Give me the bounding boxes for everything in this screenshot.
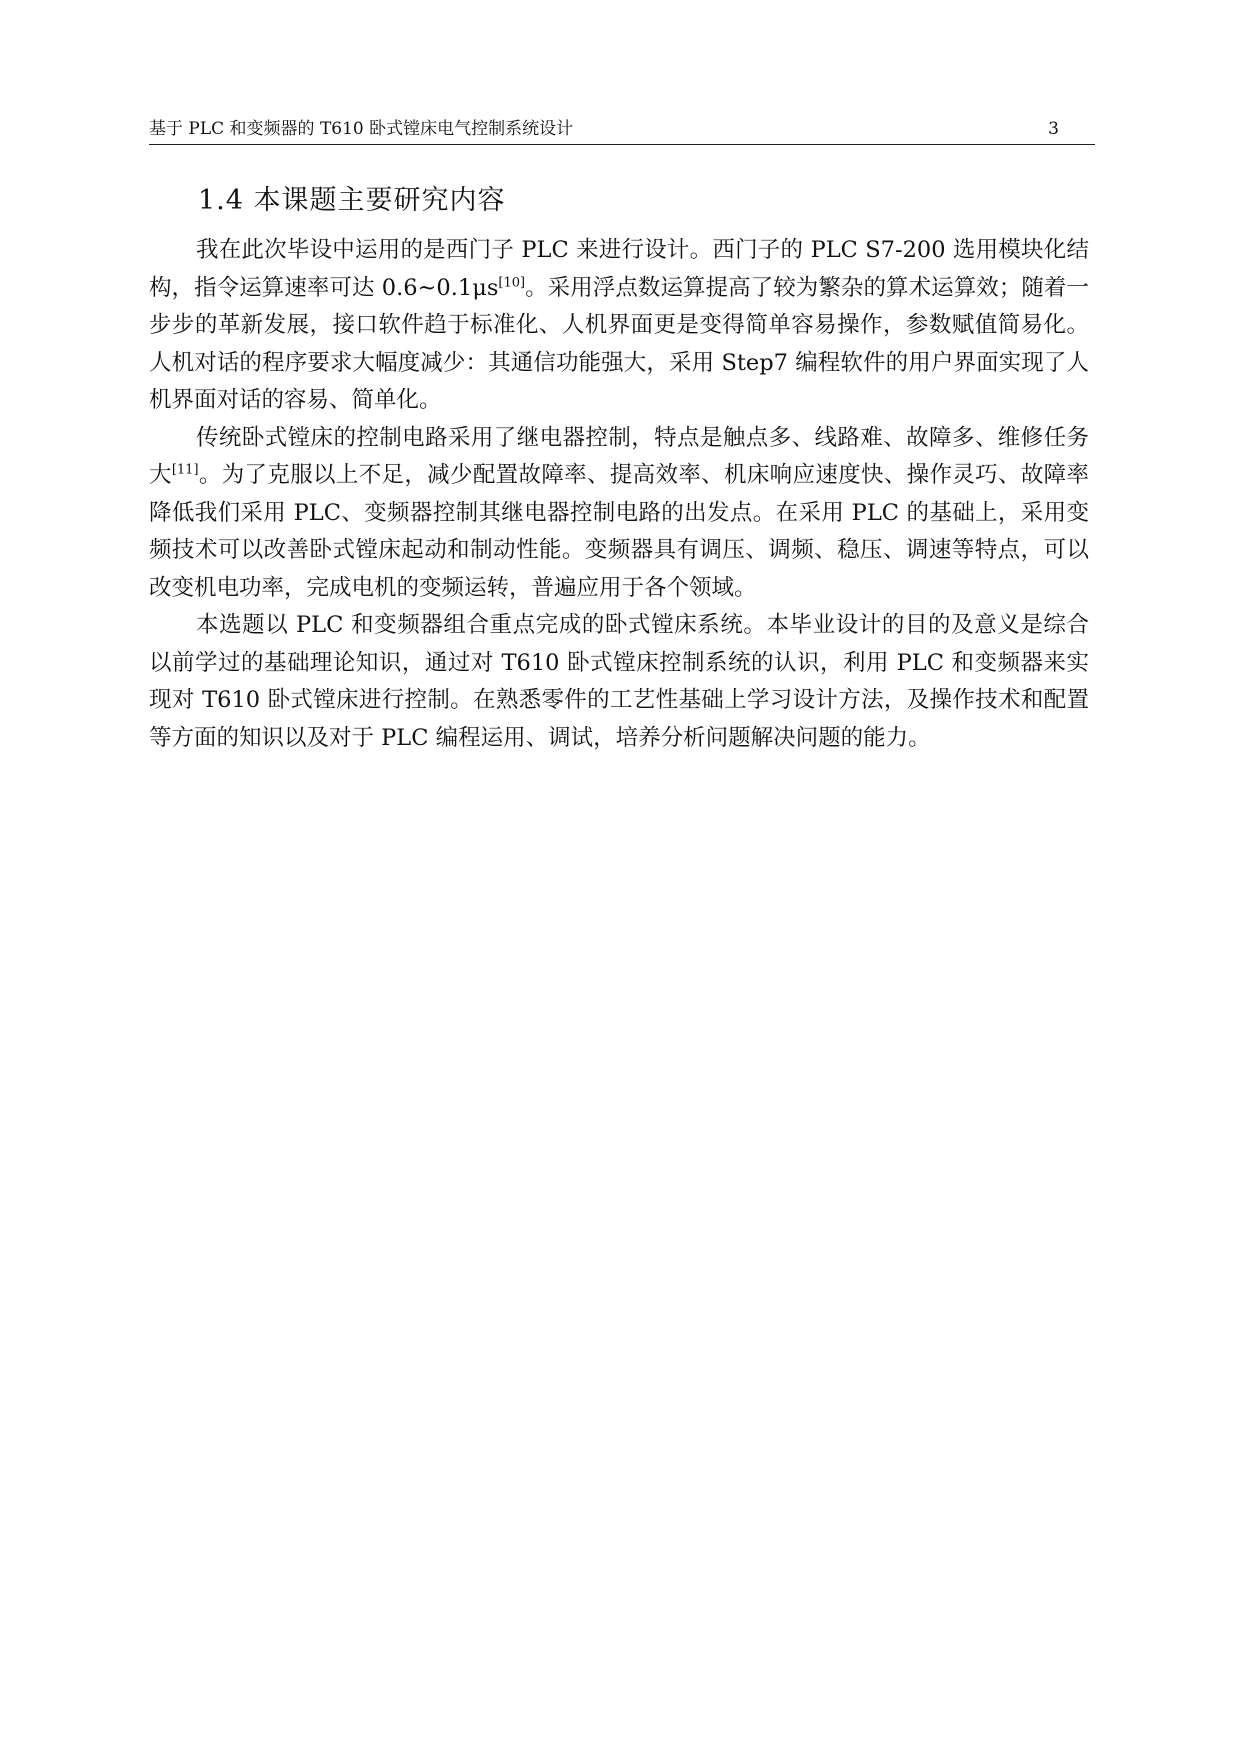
paragraph-2	[149, 420, 1089, 608]
body-text	[149, 232, 1089, 757]
section-heading: 1.4 本课题主要研究内容	[198, 185, 506, 216]
header-title: 基于 PLC 和变频器的 T610 卧式镗床电气控制系统设计	[149, 119, 574, 139]
running-header	[149, 118, 1095, 145]
paragraph-1	[149, 232, 1089, 420]
paragraph-2-part-1: 传统卧式镗床的控制电路采用了继电器控制，特点是触点多、线路难、故障多、维修任务大	[149, 424, 1089, 488]
citation-11: [11]	[171, 462, 199, 478]
paragraph-2-part-2: 。为了克服以上不足，减少配置故障率、提高效率、机床响应速度快、操作灵巧、故障率降低我们采用 PLC、变频器控制其继电器控制电路的出发点。在采用 PLC 的基础上，采用变频技术可以改善卧式镗床起动和制动性能。变频器具有调压、调频、稳压、调速等特点，可以改变机电功率，完成电机的变频运转，普遍应用于各个领域。	[149, 462, 1089, 601]
paragraph-3: 本选题以 PLC 和变频器组合重点完成的卧式镗床系统。本毕业设计的目的及意义是综合以前学过的基础理论知识，通过对 T610 卧式镗床控制系统的认识，利用 PLC 和变频器来实现对 T610 卧式镗床进行控制。在熟悉零件的工艺性基础上学习设计方法，及操作技术和配置等方面的知识以及对于 PLC 编程运用、调试，培养分析问题解决问题的能力。	[149, 612, 1089, 751]
paragraph-1-part-1: 我在此次毕设中运用的是西门子 PLC 来进行设计。西门子的 PLC S7-200 选用模块化结构，指令运算速率可达 0.6~0.1μs	[149, 237, 1089, 301]
citation-10: [10]	[498, 275, 526, 290]
paragraph-1-part-2: 。采用浮点数运算提高了较为繁杂的算术运算效；随着一步步的革新发展，接口软件趋于标准化、人机界面更是变得简单容易操作，参数赋值简易化。人机对话的程序要求大幅度减少：其通信功能强大，采用 Step7 编程软件的用户界面实现了人机界面对话的容易、简单化。	[149, 274, 1089, 413]
page-number: 3	[1048, 119, 1059, 139]
